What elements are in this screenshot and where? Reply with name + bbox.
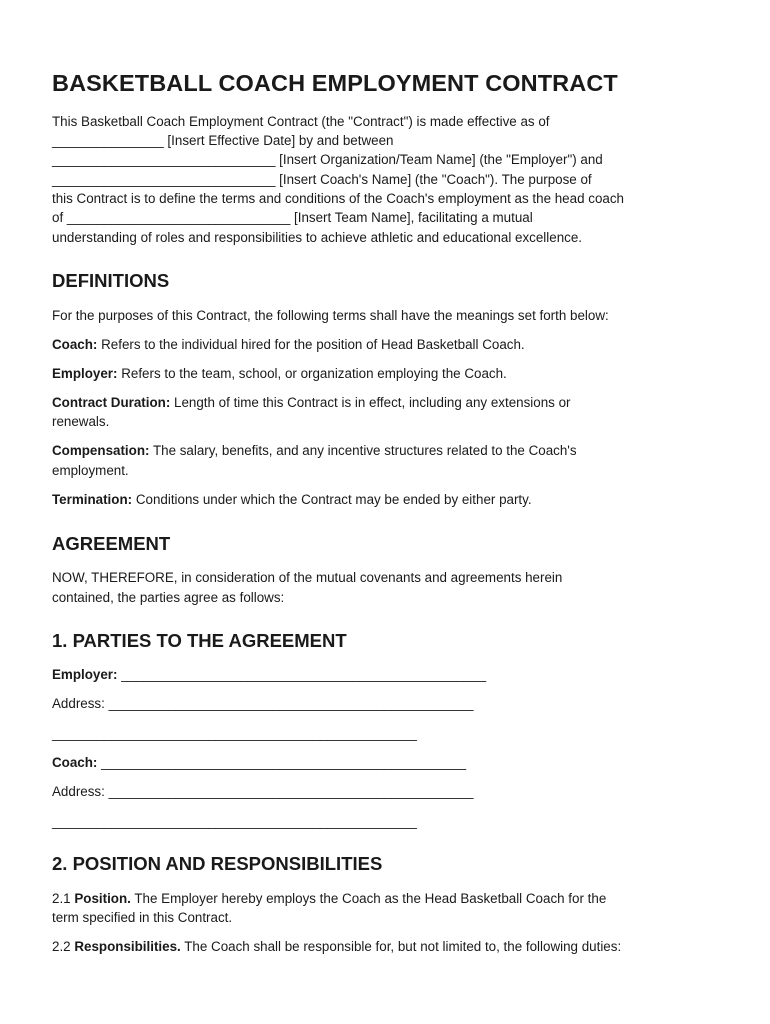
definition-contract-duration-cont: renewals. [52,414,110,429]
clause-number: 2.1 [52,891,75,906]
intro-line-6: of ______________________________ [Insert Team Name], facilitating a mutual [52,210,533,225]
definition-text: Conditions under which the Contract may be ended by either party. [132,492,532,507]
coach-address-label: Address: [52,784,105,799]
definition-term: Compensation: [52,443,150,458]
agreement-heading: AGREEMENT [52,533,171,554]
definition-compensation-cont: employment. [52,463,129,478]
employer-label: Employer: [52,667,118,682]
agreement-line-1: NOW, THEREFORE, in consideration of the mutual covenants and agreements herein [52,570,563,585]
position-clause-2 [52,937,621,957]
agreement-line-2: contained, the parties agree as follows: [52,590,285,605]
employer-field[interactable] [52,665,486,685]
intro-line-4: ______________________________ [Insert Coach's Name] (the "Coach"). The purpose of [52,172,592,187]
coach-field[interactable] [52,753,466,773]
definition-coach [52,335,525,355]
definition-contract-duration [52,393,570,413]
definition-term: Coach: [52,337,98,352]
definition-termination [52,490,532,510]
position-heading: 2. POSITION AND RESPONSIBILITIES [52,853,383,874]
definitions-intro: For the purposes of this Contract, the following terms shall have the meanings set forth below: [52,308,609,323]
definition-term: Termination: [52,492,133,507]
intro-line-5: this Contract is to define the terms and conditions of the Coach's employment as the head coach [52,191,624,206]
position-clause-1-cont: term specified in this Contract. [52,910,233,925]
employer-address-field[interactable] [52,694,473,714]
definitions-heading: DEFINITIONS [52,270,170,291]
intro-line-7: understanding of roles and responsibilities to achieve athletic and educational excellence. [52,230,583,245]
definition-term: Contract Duration: [52,395,171,410]
document-title: BASKETBALL COACH EMPLOYMENT CONTRACT [52,70,618,96]
clause-number: 2.2 [52,939,75,954]
definition-employer [52,364,507,384]
employer-address-label: Address: [52,696,105,711]
definition-text: Refers to the team, school, or organization employing the Coach. [117,366,507,381]
definition-compensation [52,441,577,461]
definition-text: Length of time this Contract is in effect, including any extensions or [170,395,571,410]
definition-term: Employer: [52,366,118,381]
clause-term: Position. [74,891,131,906]
coach-address-field[interactable] [52,782,473,802]
clause-text: The Coach shall be responsible for, but not limited to, the following duties: [180,939,622,954]
intro-line-1: This Basketball Coach Employment Contract (the "Contract") is made effective as of [52,114,550,129]
parties-heading: 1. PARTIES TO THE AGREEMENT [52,630,347,651]
position-clause-1 [52,889,606,909]
definition-text: The salary, benefits, and any incentive structures related to the Coach's [149,443,577,458]
clause-text: The Employer hereby employs the Coach as the Head Basketball Coach for the [130,891,607,906]
coach-address-blank[interactable]: _________________________________________________ [104,784,474,799]
coach-label: Coach: [52,755,98,770]
employer-blank[interactable]: _________________________________________________ [117,667,487,682]
definition-text: Refers to the individual hired for the position of Head Basketball Coach. [97,337,525,352]
intro-line-2: _______________ [Insert Effective Date] by and between [52,133,394,148]
employer-address-line2[interactable]: _________________________________________________ [52,726,417,741]
coach-address-line2[interactable]: _________________________________________________ [52,814,417,829]
intro-line-3: ______________________________ [Insert Organization/Team Name] (the "Employer") and [52,152,603,167]
employer-address-blank[interactable]: _________________________________________________ [104,696,474,711]
coach-blank[interactable]: _________________________________________________ [97,755,467,770]
clause-term: Responsibilities. [74,939,181,954]
